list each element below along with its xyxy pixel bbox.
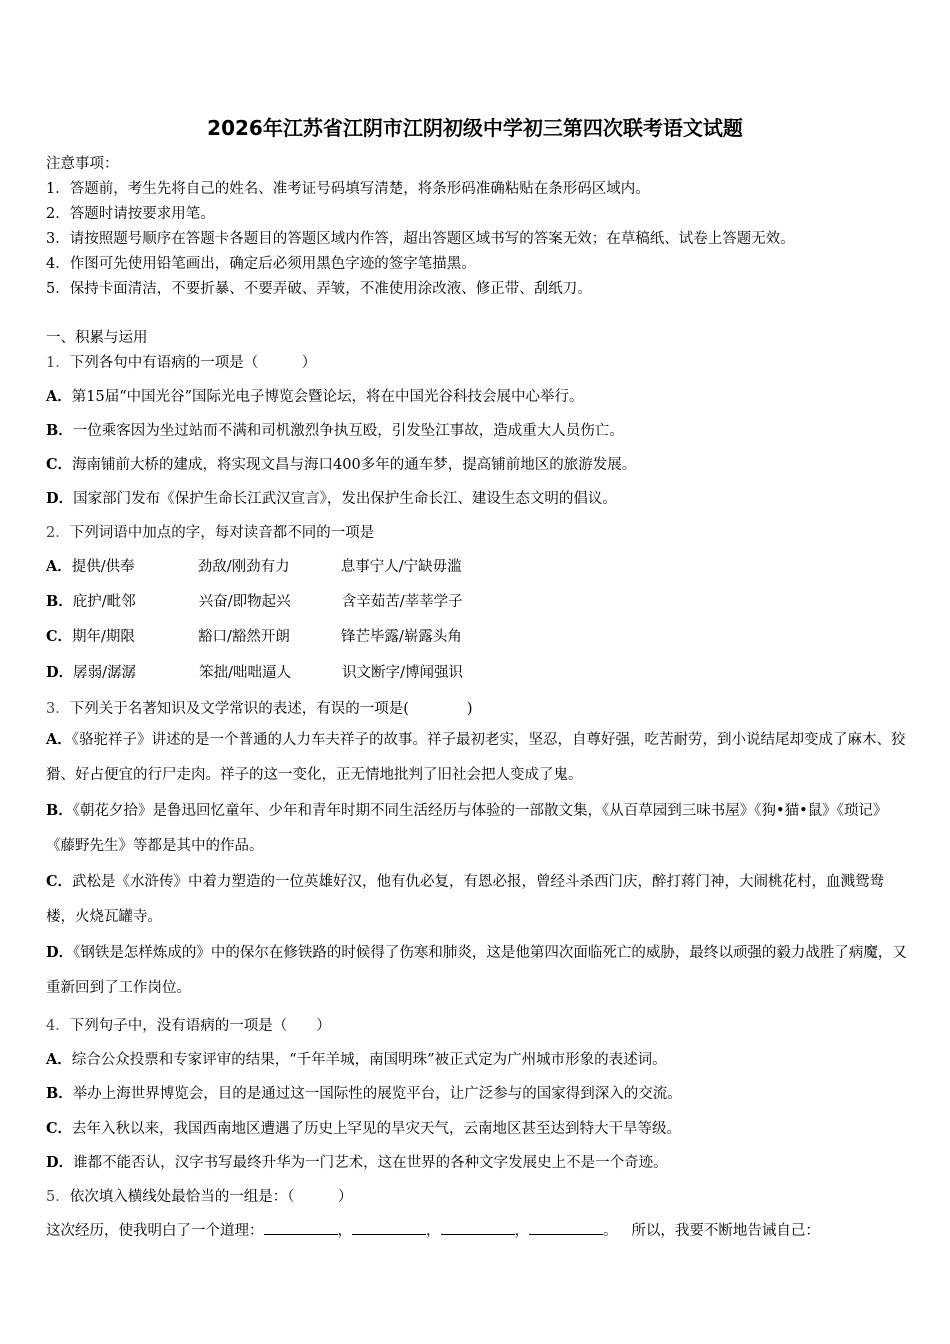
option-label: D． <box>46 664 74 681</box>
question-stem: 下列各句中有语病的一项是（ ） <box>69 355 317 371</box>
q2-option-b <box>46 590 463 611</box>
option-label: C． <box>46 873 73 890</box>
comma: ， <box>426 1223 441 1239</box>
option-word-3: 锋芒毕露/崭露头角 <box>341 629 462 645</box>
question-2 <box>46 521 374 542</box>
notice-heading: 注意事项： <box>46 156 119 172</box>
notice-item: 3．请按照题号顺序在答题卡各题目的答题区域内作答，超出答题区域书写的答案无效；在草稿纸、试卷上答题无效。 <box>46 231 795 247</box>
question-number: 5． <box>46 1189 70 1205</box>
question-4 <box>46 1014 331 1035</box>
option-label: D． <box>46 490 74 507</box>
question-1 <box>46 351 316 372</box>
option-text: 国家部门发布《保护生命长江武汉宣言》，发出保护生命长江、建设生态文明的倡议。 <box>73 491 617 507</box>
question-number: 1． <box>46 355 70 371</box>
option-label: B． <box>46 802 73 819</box>
answer-blank-3[interactable] <box>441 1222 515 1235</box>
option-label: A． <box>46 1051 72 1068</box>
notice-item: 5．保持卡面清洁，不要折暴、不要弄破、弄皱，不准使用涂改液、修正带、刮纸刀。 <box>46 281 592 297</box>
option-text: 《骆驼祥子》讲述的是一个普通的人力车夫祥子的故事。祥子最初老实，坚忍，自尊好强，吃苦耐劳，到小说结尾却变成了麻木、狡猾、好占便宜的行尸走肉。祥子的这一变化，正无情地批判了旧社会把人变成了鬼。 <box>46 732 906 783</box>
option-label: C． <box>46 628 73 645</box>
option-text: 第15届“中国光谷”国际光电子博览会暨论坛，将在中国光谷科技会展中心举行。 <box>71 389 584 405</box>
option-word-1: 庇护/毗邻 <box>72 594 136 610</box>
question-stem: 下列词语中加点的字，每对读音都不同的一项是 <box>69 525 375 541</box>
q4-option-b <box>46 1082 682 1103</box>
comma: ， <box>337 1223 352 1239</box>
option-label: B． <box>46 593 73 610</box>
option-label: D． <box>46 944 74 961</box>
option-word-1: 孱弱/潺潺 <box>73 665 136 681</box>
section-heading: 一、积累与运用 <box>46 330 148 346</box>
notice-item: 2．答题时请按要求用笔。 <box>46 206 215 222</box>
q2-option-d <box>46 661 463 682</box>
option-word-1: 提供/供奉 <box>71 559 135 575</box>
option-text: 《钢铁是怎样炼成的》中的保尔在修铁路的时候得了伤寒和肺炎，这是他第四次面临死亡的威胁，最终以顽强的毅力战胜了病魔，又重新回到了工作岗位。 <box>46 945 907 996</box>
option-word-3: 识文断字/博闻强识 <box>342 665 463 681</box>
q2-option-a <box>46 555 462 576</box>
option-text: 举办上海世界博览会，目的是通过这一国际性的展览平台，让广泛参与的国家得到深入的交流。 <box>72 1086 682 1102</box>
q1-option-a <box>46 385 584 406</box>
answer-blank-2[interactable] <box>352 1222 426 1235</box>
option-text: 谁都不能否认，汉字书写最终升华为一门艺术，这在世界的各种文字发展史上不是一个奇迹。 <box>73 1155 668 1171</box>
option-label: D． <box>46 1154 74 1171</box>
notice-item: 4．作图可先使用铅笔画出，确定后必须用黑色字迹的签字笔描黑。 <box>46 256 476 272</box>
q4-option-a <box>46 1048 667 1069</box>
option-label: B． <box>46 1085 73 1102</box>
option-word-2: 兴奋/即物起兴 <box>198 594 291 610</box>
q4-option-c <box>46 1117 681 1138</box>
option-word-2: 笨拙/咄咄逼人 <box>199 665 291 681</box>
option-text: 武松是《水浒传》中着力塑造的一位英雄好汉，他有仇必复，有恩必报，曾经斗杀西门庆，醉打蒋门神，大闹桃花村，血溅鸳鸯楼，火烧瓦罐寺。 <box>46 874 885 925</box>
option-text: 一位乘客因为坐过站而不满和司机激烈争执互殴，引发坠江事故，造成重大人员伤亡。 <box>72 423 624 439</box>
q1-option-c <box>46 453 636 474</box>
option-text: 海南铺前大桥的建成，将实现文昌与海口400多年的通车梦，提高铺前地区的旅游发展。 <box>72 457 637 473</box>
q4-option-d <box>46 1151 668 1172</box>
notice-item: 1．答题前，考生先将自己的姓名、准考证号码填写清楚，将条形码准确粘贴在条形码区域内。 <box>46 181 650 197</box>
answer-blank-1[interactable] <box>264 1222 338 1235</box>
option-text: 去年入秋以来，我国西南地区遭遇了历史上罕见的旱灾天气，云南地区甚至达到特大干旱等级。 <box>72 1121 682 1137</box>
option-text: 综合公众投票和专家评审的结果，“千年羊城，南国明珠”被正式定为广州城市形象的表述词。 <box>71 1052 667 1068</box>
option-label: B． <box>46 422 73 439</box>
option-label: A． <box>46 731 72 748</box>
q2-option-c <box>46 625 462 646</box>
question-stem: 下列句子中，没有语病的一项是（ ） <box>69 1018 331 1034</box>
q3-option-a <box>46 722 908 793</box>
fill-line-start: 这次经历，使我明白了一个道理： <box>46 1223 264 1239</box>
question-3 <box>46 697 473 718</box>
option-label: A． <box>46 558 72 575</box>
comma: ， <box>514 1223 529 1239</box>
q1-option-b <box>46 419 624 440</box>
option-word-2: 劲敌/刚劲有力 <box>197 559 290 575</box>
option-label: C． <box>46 1120 73 1137</box>
question-stem: 依次填入横线处最恰当的一组是：（ ） <box>69 1189 353 1205</box>
q3-option-c <box>46 864 908 935</box>
page-title: 2026年江苏省江阴市江阴初级中学初三第四次联考语文试题 <box>207 116 743 140</box>
option-label: A． <box>46 388 72 405</box>
q5-fill-line <box>46 1219 820 1240</box>
question-stem: 下列关于名著知识及文学常识的表述，有误的一项是( ) <box>69 701 473 717</box>
period: 。 <box>603 1223 618 1239</box>
option-word-2: 豁口/豁然开朗 <box>198 629 290 645</box>
option-word-3: 含辛茹苦/莘莘学子 <box>341 594 463 610</box>
question-number: 3． <box>46 701 70 717</box>
question-number: 4． <box>46 1018 70 1034</box>
option-word-1: 期年/期限 <box>72 629 135 645</box>
q1-option-d <box>46 487 617 508</box>
q3-option-b <box>46 793 908 864</box>
q3-option-d <box>46 935 908 1006</box>
option-word-3: 息事宁人/宁缺毋滥 <box>340 559 462 575</box>
answer-blank-4[interactable] <box>529 1222 603 1235</box>
question-number: 2． <box>46 525 70 541</box>
option-label: C． <box>46 456 73 473</box>
option-text: 《朝花夕拾》是鲁迅回忆童年、少年和青年时期不同生活经历与体验的一部散文集，《从百草园到三味书屋》《狗•猫•鼠》《琐记》《藤野先生》等都是其中的作品。 <box>46 803 888 854</box>
question-5 <box>46 1185 352 1206</box>
fill-line-end: 所以，我要不断地告诫自己： <box>631 1223 820 1239</box>
